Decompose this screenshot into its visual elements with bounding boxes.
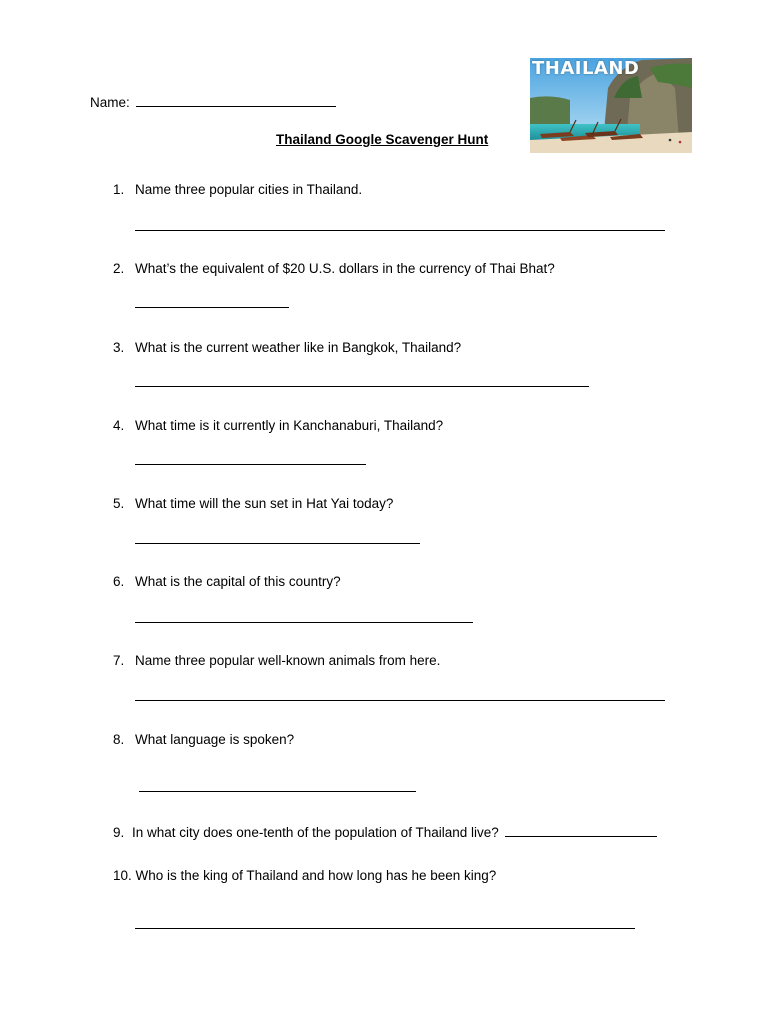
question-text: What is the current weather like in Bangkok, Thailand? <box>135 340 462 355</box>
question-text: What language is spoken? <box>135 732 295 747</box>
question-number: 3. <box>113 340 125 355</box>
question-text: Who is the king of Thailand and how long has he been king? <box>135 868 497 883</box>
question-text: What is the capital of this country? <box>135 574 341 589</box>
answer-line-4[interactable] <box>135 464 366 465</box>
question-text: What’s the equivalent of $20 U.S. dollars in the currency of Thai Bhat? <box>135 261 555 276</box>
question-number: 4. <box>113 418 125 433</box>
question-text: What time is it currently in Kanchanaburi, Thailand? <box>135 418 444 433</box>
name-row <box>90 93 336 110</box>
name-field[interactable] <box>136 93 336 107</box>
question-text: What time will the sun set in Hat Yai today? <box>135 496 394 511</box>
question-8 <box>113 732 294 747</box>
name-label: Name: <box>90 95 130 110</box>
question-number: 5. <box>113 496 125 511</box>
answer-line-6[interactable] <box>135 622 473 623</box>
photo-caption: THAILAND <box>532 58 640 79</box>
answer-line-8[interactable] <box>139 791 416 792</box>
question-text: In what city does one-tenth of the population of Thailand live? <box>132 825 499 840</box>
answer-line-9[interactable] <box>505 823 657 837</box>
question-10 <box>113 868 496 883</box>
thailand-photo <box>530 58 692 153</box>
question-6 <box>113 574 341 589</box>
question-2 <box>113 261 555 276</box>
question-number: 10. <box>113 868 132 883</box>
worksheet-title: Thailand Google Scavenger Hunt <box>276 132 489 147</box>
question-1 <box>113 182 362 197</box>
question-3 <box>113 340 461 355</box>
answer-line-10[interactable] <box>135 928 635 929</box>
question-number: 2. <box>113 261 125 276</box>
question-5 <box>113 496 393 511</box>
answer-line-5[interactable] <box>135 543 420 544</box>
question-number: 8. <box>113 732 125 747</box>
question-4 <box>113 418 443 433</box>
question-number: 7. <box>113 653 125 668</box>
question-number: 1. <box>113 182 125 197</box>
answer-line-1[interactable] <box>135 230 665 231</box>
answer-line-2[interactable] <box>135 307 289 308</box>
question-9 <box>113 823 657 840</box>
answer-line-3[interactable] <box>135 386 589 387</box>
question-number: 6. <box>113 574 125 589</box>
question-7 <box>113 653 440 668</box>
question-number: 9. <box>113 825 125 840</box>
question-text: Name three popular well-known animals from here. <box>135 653 441 668</box>
question-text: Name three popular cities in Thailand. <box>135 182 363 197</box>
answer-line-7[interactable] <box>135 700 665 701</box>
